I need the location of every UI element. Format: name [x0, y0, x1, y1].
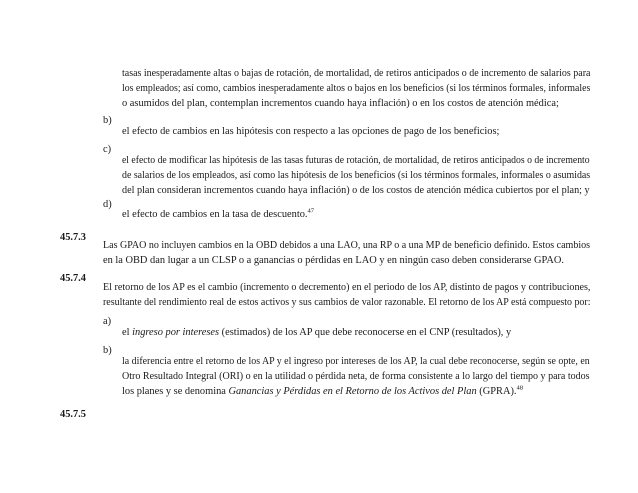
- list-item-c-line-1: el efecto de modificar las hipótesis de las tasas futuras de rotación, de mortalidad, de retiros anticipados o de incremento: [122, 155, 590, 166]
- section-number-45-7-4: 45.7.4: [60, 273, 86, 284]
- list-item-b2-line-1: la diferencia entre el retorno de los AP y el ingreso por intereses de los AP, la cual debe reconocerse, según se opte, en: [122, 356, 590, 367]
- list-label-a: a): [103, 316, 112, 327]
- list-item-a: [122, 325, 511, 340]
- list-item-b2-line-3: [122, 384, 523, 399]
- list-item-b2-line-3-pre: los planes y se denomina: [122, 386, 229, 397]
- footnote-ref-48[interactable]: 48: [516, 384, 524, 392]
- footnote-ref-47[interactable]: 47: [307, 207, 315, 215]
- intro-line-1: tasas inesperadamente altas o bajas de rotación, de mortalidad, de retiros anticipados o de incremento de salarios para: [122, 68, 591, 79]
- list-label-d: d): [103, 199, 112, 210]
- intro-line-2: los empleados; así como, cambios inesperadamente altos o bajos en los beneficios (si los términos formales, informales: [122, 83, 591, 94]
- term-ingreso-por-intereses: ingreso por intereses: [132, 327, 220, 338]
- list-label-b: b): [103, 115, 112, 126]
- list-item-c-line-2: de salarios de los empleados, así como las hipótesis de los beneficios (si los términos formales, informales o asumidas: [122, 170, 591, 181]
- list-item-c-line-3: del plan consideran incrementos cuando haya inflación) o de los costos de atención médica cubiertos por el plan; y: [122, 185, 590, 196]
- list-item-d: [122, 207, 314, 222]
- list-item-a-post: (estimados) de los AP que debe reconocerse en el CNP (resultados), y: [219, 327, 512, 338]
- section-number-45-7-3: 45.7.3: [60, 232, 86, 243]
- list-label-c: c): [103, 144, 112, 155]
- section-45-7-4-line-2: resultante del rendimiento real de estos activos y sus cambios de valor razonable. El retorno de los AP está compuesto por:: [103, 297, 591, 308]
- list-item-b2-line-2: Otro Resultado Integral (ORI) o en la utilidad o pérdida neta, de forma consistente a lo largo del tiempo y para todos: [122, 371, 590, 382]
- list-item-b2-line-3-post: (GPRA).: [476, 386, 517, 397]
- list-item-d-text: el efecto de cambios en la tasa de descuento.: [122, 209, 308, 220]
- term-gpra: Ganancias y Pérdidas en el Retorno de los Activos del Plan: [228, 386, 477, 397]
- section-number-45-7-5: 45.7.5: [60, 409, 86, 420]
- list-label-b2: b): [103, 345, 112, 356]
- list-item-b-text: el efecto de cambios en las hipótesis con respecto a las opciones de pago de los beneficios;: [122, 126, 500, 137]
- intro-line-3: o asumidos del plan, contemplan incrementos cuando haya inflación) o en los costos de atención médica;: [122, 98, 559, 109]
- section-45-7-3-line-1: Las GPAO no incluyen cambios en la OBD debidos a una LAO, una RP o a una MP de beneficio definido. Estos cambios: [103, 240, 591, 251]
- list-item-a-pre: el: [122, 327, 133, 338]
- section-45-7-4-line-1: El retorno de los AP es el cambio (incremento o decremento) en el periodo de los AP, distinto de pagos y contribuciones,: [103, 282, 591, 293]
- section-45-7-3-line-2: en la OBD dan lugar a un CLSP o a ganancias o pérdidas en LAO y en ningún caso deben considerarse GPAO.: [103, 255, 564, 266]
